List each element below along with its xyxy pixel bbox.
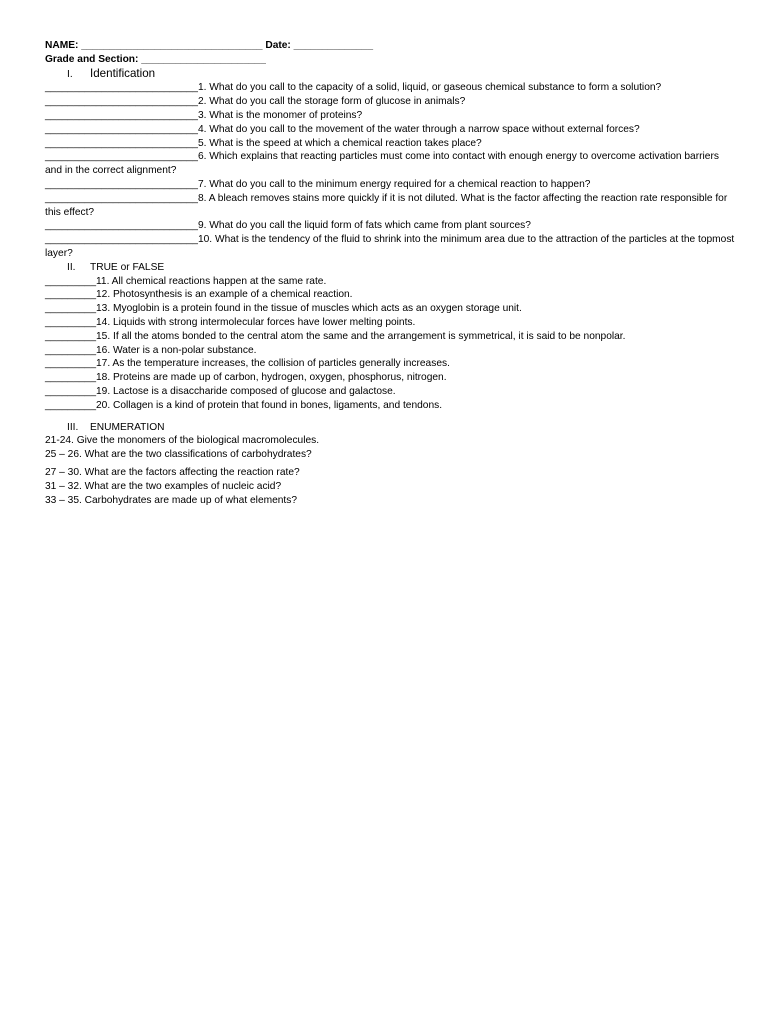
section-title: TRUE or FALSE (90, 261, 165, 273)
question-item: ___________________________7. What do you call to the minimum energy required for a chemical reaction to happen? (45, 178, 591, 190)
grade-section-line: Grade and Section: ______________________ (45, 53, 266, 65)
question-item: ___________________________2. What do you call the storage form of glucose in animals? (45, 96, 466, 108)
question-item: _________19. Lactose is a disaccharide composed of glucose and galactose. (45, 385, 396, 397)
section-identification-heading (45, 67, 735, 82)
question-item: ___________________________6. Which explains that reacting particles must come into contact with enough energy to overcome activation barriers and in the correct alignment? (45, 151, 719, 177)
name-date-line: NAME: ________________________________ Date: ______________ (45, 40, 373, 51)
section-true-false-heading (45, 261, 735, 275)
spacer (45, 413, 735, 421)
section-title: ENUMERATION (90, 421, 165, 433)
section-numeral: I. (67, 68, 73, 80)
question-item: _________15. If all the atoms bonded to the central atom the same and the arrangement is symmetrical, it is said to be nonpolar. (45, 330, 626, 342)
question-item: _________16. Water is a non-polar substance. (45, 344, 257, 356)
section-enumeration-heading (45, 421, 735, 435)
question-item: ___________________________9. What do you call the liquid form of fats which came from plant sources? (45, 220, 531, 232)
question-item: _________11. All chemical reactions happen at the same rate. (45, 275, 327, 287)
question-item: 33 – 35. Carbohydrates are made up of what elements? (45, 494, 298, 506)
question-item: ___________________________5. What is the speed at which a chemical reaction takes place? (45, 137, 482, 149)
section-numeral: III. (67, 421, 79, 433)
worksheet-page (45, 39, 735, 507)
question-item: _________17. As the temperature increases, the collision of particles generally increases. (45, 358, 450, 370)
section-numeral: II. (67, 261, 76, 273)
section-title: Identification (90, 66, 156, 80)
question-item: _________14. Liquids with strong intermolecular forces have lower melting points. (45, 316, 416, 328)
question-item: 27 – 30. What are the factors affecting the reaction rate? (45, 466, 300, 478)
question-item: ___________________________10. What is the tendency of the fluid to shrink into the minimum area due to the attraction of the particles at the topmost layer? (45, 234, 735, 259)
question-item: ___________________________1. What do you call to the capacity of a solid, liquid, or gaseous chemical substance to form a solution? (45, 82, 662, 94)
question-item: ___________________________3. What is the monomer of proteins? (45, 109, 363, 121)
question-item: 25 – 26. What are the two classifications of carbohydrates? (45, 449, 312, 461)
question-item: ___________________________8. A bleach removes stains more quickly if it is not diluted. What is the factor affecting the reaction rate responsible for this effect? (45, 192, 728, 218)
question-item: ___________________________4. What do you call to the movement of the water through a narrow space without external forces? (45, 123, 640, 135)
question-item: 21-24. Give the monomers of the biological macromolecules. (45, 435, 320, 447)
question-item: _________13. Myoglobin is a protein found in the tissue of muscles which acts as an oxygen storage unit. (45, 303, 522, 315)
question-item: 31 – 32. What are the two examples of nucleic acid? (45, 480, 282, 492)
question-item: _________12. Photosynthesis is an example of a chemical reaction. (45, 289, 353, 301)
question-item: _________18. Proteins are made up of carbon, hydrogen, oxygen, phosphorus, nitrogen. (45, 372, 447, 384)
question-item: _________20. Collagen is a kind of protein that found in bones, ligaments, and tendons. (45, 399, 443, 411)
